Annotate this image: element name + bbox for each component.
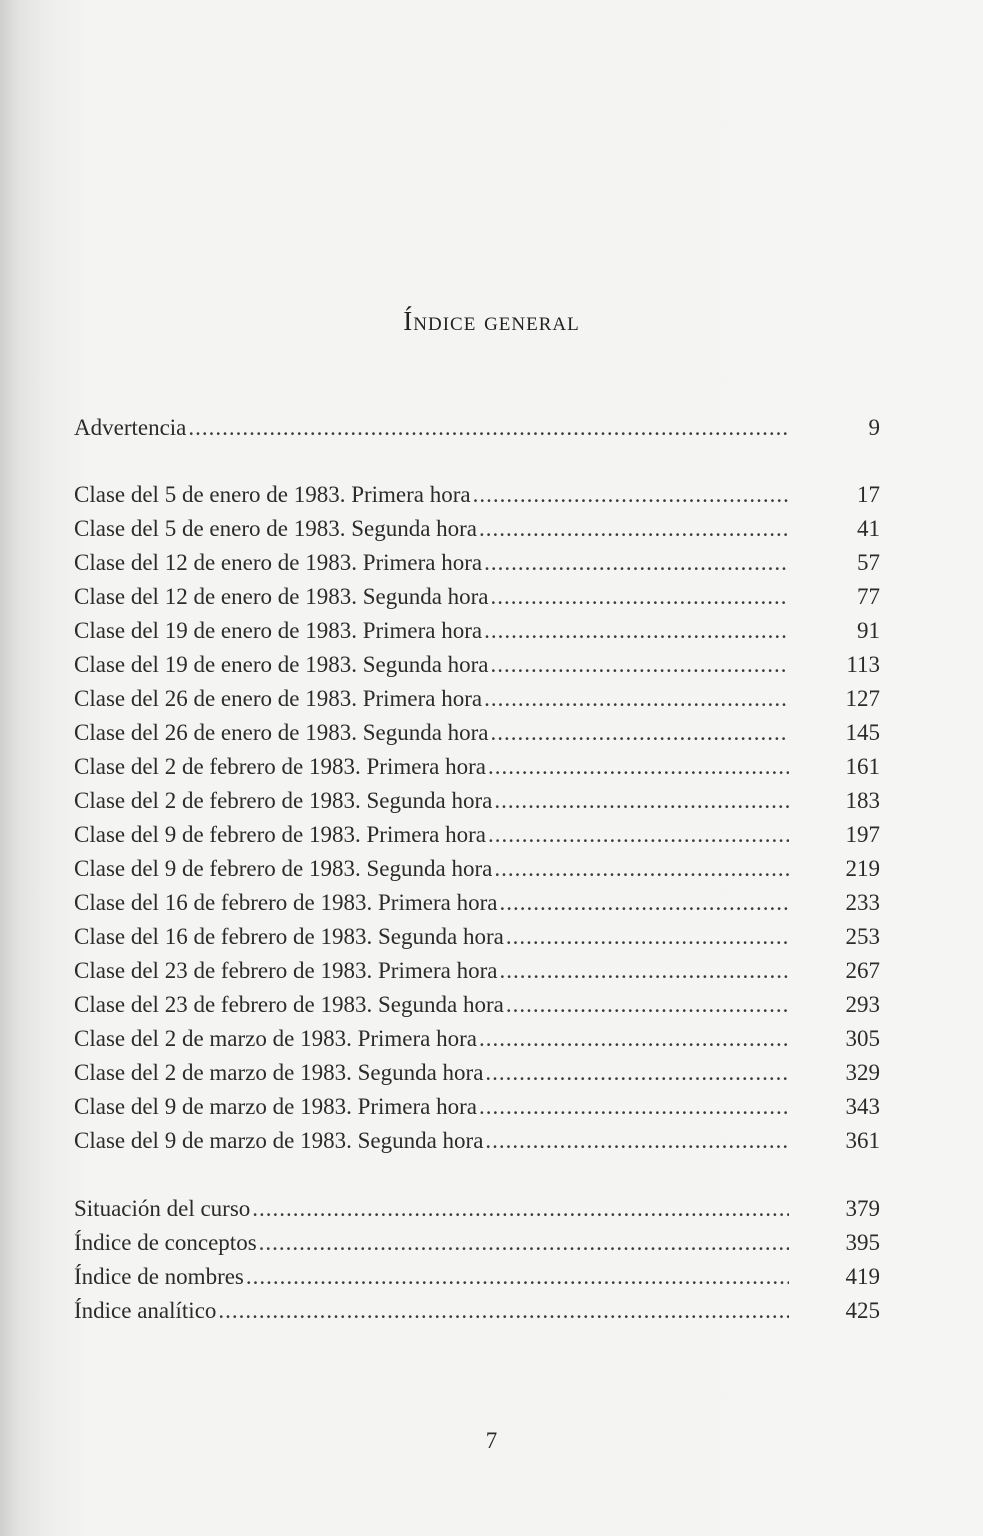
- toc-entry-label: Clase del 23 de febrero de 1983. Primera hora: [74, 958, 498, 983]
- toc-entry-label: Clase del 16 de febrero de 1983. Primera hora: [74, 890, 498, 915]
- toc-entry: [74, 1124, 880, 1158]
- toc-entry-page: 127: [845, 686, 880, 711]
- title-initial: Í: [403, 306, 414, 336]
- toc-entry-page: 425: [845, 1298, 880, 1323]
- toc-entry: [74, 411, 880, 445]
- toc-entry: [74, 1056, 880, 1090]
- toc-entry-label: Clase del 23 de febrero de 1983. Segunda hora: [74, 992, 504, 1017]
- dot-leader: [491, 580, 789, 614]
- toc-entry: [74, 1260, 880, 1294]
- toc-entry: [74, 750, 880, 784]
- dot-leader: [484, 682, 789, 716]
- toc-entry-page: 267: [845, 958, 880, 983]
- toc-entry: [74, 818, 880, 852]
- dot-leader: [485, 1056, 789, 1090]
- toc-entry: [74, 614, 880, 648]
- toc-entry: [74, 580, 880, 614]
- toc-entry-label: Advertencia: [74, 415, 187, 440]
- dot-leader: [494, 852, 789, 886]
- toc-entry-label: Clase del 16 de febrero de 1983. Segunda hora: [74, 924, 504, 949]
- toc-entry-label: Índice analítico: [74, 1298, 217, 1323]
- toc-entry-label: Clase del 26 de enero de 1983. Segunda hora: [74, 720, 489, 745]
- toc-entry-page: 233: [845, 890, 880, 915]
- toc-entry-page: 253: [845, 924, 880, 949]
- toc-entry: [74, 852, 880, 886]
- dot-leader: [506, 988, 789, 1022]
- dot-leader: [259, 1226, 789, 1260]
- toc-entry-label: Clase del 2 de marzo de 1983. Segunda hora: [74, 1060, 484, 1085]
- toc-entry: [74, 954, 880, 988]
- toc-entry-label: Clase del 9 de marzo de 1983. Primera hora: [74, 1094, 478, 1119]
- toc-entry-label: Clase del 12 de enero de 1983. Segunda hora: [74, 584, 489, 609]
- toc-entry: [74, 1192, 880, 1226]
- page-title: [0, 306, 983, 337]
- toc-entry-label: Clase del 26 de enero de 1983. Primera hora: [74, 686, 483, 711]
- dot-leader: [188, 411, 789, 445]
- toc-entry: [74, 784, 880, 818]
- toc-entry: [74, 920, 880, 954]
- toc-entry-page: 183: [845, 788, 880, 813]
- page-number: 7: [485, 1428, 498, 1453]
- toc-entry-label: Clase del 12 de enero de 1983. Primera hora: [74, 550, 483, 575]
- toc-entry-page: 305: [845, 1026, 880, 1051]
- toc-entry-page: 113: [846, 652, 880, 677]
- toc-entry-label: Clase del 9 de febrero de 1983. Primera hora: [74, 822, 486, 847]
- dot-leader: [252, 1192, 789, 1226]
- toc-entry: [74, 886, 880, 920]
- toc-entry-label: Índice de nombres: [74, 1264, 244, 1289]
- dot-leader: [491, 716, 789, 750]
- toc-entry-page: 361: [845, 1128, 880, 1153]
- toc-entry-label: Clase del 2 de febrero de 1983. Segunda hora: [74, 788, 493, 813]
- toc-entry-page: 91: [857, 618, 880, 643]
- dot-leader: [506, 920, 789, 954]
- dot-leader: [479, 1090, 789, 1124]
- toc-entry: [74, 648, 880, 682]
- toc-entry-label: Clase del 19 de enero de 1983. Segunda hora: [74, 652, 489, 677]
- toc-entry-page: 41: [857, 516, 880, 541]
- dot-leader: [246, 1260, 789, 1294]
- dot-leader: [479, 1022, 789, 1056]
- toc-entry-page: 395: [845, 1230, 880, 1255]
- toc-entry: [74, 988, 880, 1022]
- toc-entry-page: 77: [857, 584, 880, 609]
- toc-entry-page: 343: [845, 1094, 880, 1119]
- dot-leader: [218, 1294, 789, 1328]
- toc-entry: [74, 1022, 880, 1056]
- toc-entry-label: Clase del 9 de febrero de 1983. Segunda hora: [74, 856, 493, 881]
- dot-leader: [488, 818, 789, 852]
- toc-entry-label: Clase del 9 de marzo de 1983. Segunda hora: [74, 1128, 484, 1153]
- toc-entry-label: Clase del 19 de enero de 1983. Primera hora: [74, 618, 483, 643]
- toc-entry-page: 379: [845, 1196, 880, 1221]
- dot-leader: [499, 954, 789, 988]
- dot-leader: [485, 1124, 789, 1158]
- toc-entry-page: 145: [845, 720, 880, 745]
- dot-leader: [499, 886, 789, 920]
- toc-entry: [74, 716, 880, 750]
- toc-entry-page: 161: [845, 754, 880, 779]
- toc-entry-page: 17: [857, 482, 880, 507]
- dot-leader: [473, 478, 789, 512]
- dot-leader: [491, 648, 789, 682]
- toc-entry: [74, 1090, 880, 1124]
- toc-entry-page: 219: [845, 856, 880, 881]
- dot-leader: [484, 614, 789, 648]
- toc-entry-page: 293: [845, 992, 880, 1017]
- title-rest: ndice general: [413, 306, 580, 336]
- toc-entry-page: 329: [845, 1060, 880, 1085]
- toc-entry: [74, 512, 880, 546]
- toc-entry: [74, 1226, 880, 1260]
- toc-entry-label: Índice de conceptos: [74, 1230, 257, 1255]
- dot-leader: [484, 546, 789, 580]
- toc-entry: [74, 682, 880, 716]
- toc-entry-label: Clase del 2 de marzo de 1983. Primera hora: [74, 1026, 478, 1051]
- toc-entry-label: Clase del 5 de enero de 1983. Segunda hora: [74, 516, 478, 541]
- toc-entry-label: Clase del 2 de febrero de 1983. Primera hora: [74, 754, 486, 779]
- toc-entry-label: Clase del 5 de enero de 1983. Primera hora: [74, 482, 471, 507]
- toc-entry: [74, 546, 880, 580]
- dot-leader: [479, 512, 789, 546]
- toc-entry-label: Situación del curso: [74, 1196, 251, 1221]
- toc-entry: [74, 478, 880, 512]
- toc-entry-page: 9: [868, 415, 880, 440]
- toc-entry-page: 419: [845, 1264, 880, 1289]
- dot-leader: [488, 750, 789, 784]
- dot-leader: [494, 784, 789, 818]
- toc-entry-page: 57: [857, 550, 880, 575]
- toc-entry-page: 197: [845, 822, 880, 847]
- toc-entry: [74, 1294, 880, 1328]
